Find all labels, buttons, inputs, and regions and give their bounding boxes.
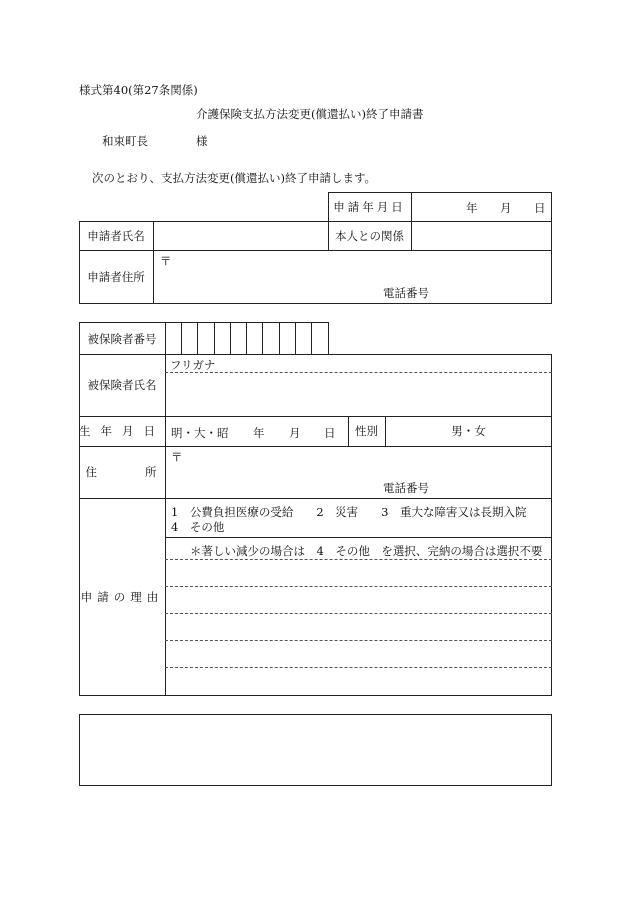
insured-postal-mark: 〒 xyxy=(171,450,183,464)
applicant-phone-label: 電話番号 xyxy=(383,286,429,300)
date-year-label: 年 xyxy=(466,201,478,215)
applicant-name-label: 申請者氏名 xyxy=(87,228,145,243)
insured-phone-label: 電話番号 xyxy=(383,481,429,495)
relation-label: 本人との関係 xyxy=(335,228,404,243)
insured-number-label: 被保険者番号 xyxy=(87,331,157,346)
relation-field[interactable] xyxy=(413,222,551,249)
insured-address-label: 住所 xyxy=(85,465,205,479)
reason-label: 申請の理由 xyxy=(80,590,164,604)
applicant-address-label: 申請者住所 xyxy=(87,270,145,284)
applicant-address-field[interactable] xyxy=(155,251,551,303)
birth-month-label: 月 xyxy=(289,426,301,440)
date-day-label: 日 xyxy=(534,201,546,215)
sex-label: 性別 xyxy=(355,424,378,438)
furigana-label: フリガナ xyxy=(170,358,216,372)
insured-address-field[interactable] xyxy=(167,447,551,497)
addressee: 和束町長 xyxy=(102,134,148,148)
reason-options-line1[interactable]: 1 公費負担医療の受給 2 災害 3 重大な障害又は長期入院 xyxy=(171,505,527,519)
reason-options-line2[interactable]: 4 その他 xyxy=(171,520,225,534)
date-month-label: 月 xyxy=(500,201,512,215)
applicant-name-field[interactable] xyxy=(155,222,327,249)
honorific: 様 xyxy=(196,134,208,148)
reason-detail-field[interactable] xyxy=(167,561,551,694)
birth-year-label: 年 xyxy=(253,426,265,440)
era-options[interactable]: 明・大・昭 xyxy=(171,426,229,440)
remarks-box xyxy=(79,714,552,786)
insured-name-field[interactable] xyxy=(167,374,551,415)
application-date-label: 申請年月日 xyxy=(333,200,406,214)
insured-number-field[interactable] xyxy=(166,323,328,354)
form-title: 介護保険支払方法変更(償還払い)終了申請書 xyxy=(196,107,424,121)
sex-options[interactable]: 男・女 xyxy=(451,424,486,438)
birth-date-label: 生年月日 xyxy=(79,424,165,438)
form-number: 様式第40(第27条関係) xyxy=(79,83,198,97)
reason-note: ＊著しい減少の場合は 4 その他 を選択、完納の場合は選択不要 xyxy=(190,544,543,558)
birth-day-label: 日 xyxy=(324,426,336,440)
insured-name-label: 被保険者氏名 xyxy=(87,378,157,392)
applicant-postal-mark: 〒 xyxy=(160,254,172,268)
intro-text: 次のとおり、支払方法変更(償還払い)終了申請します。 xyxy=(92,171,377,185)
